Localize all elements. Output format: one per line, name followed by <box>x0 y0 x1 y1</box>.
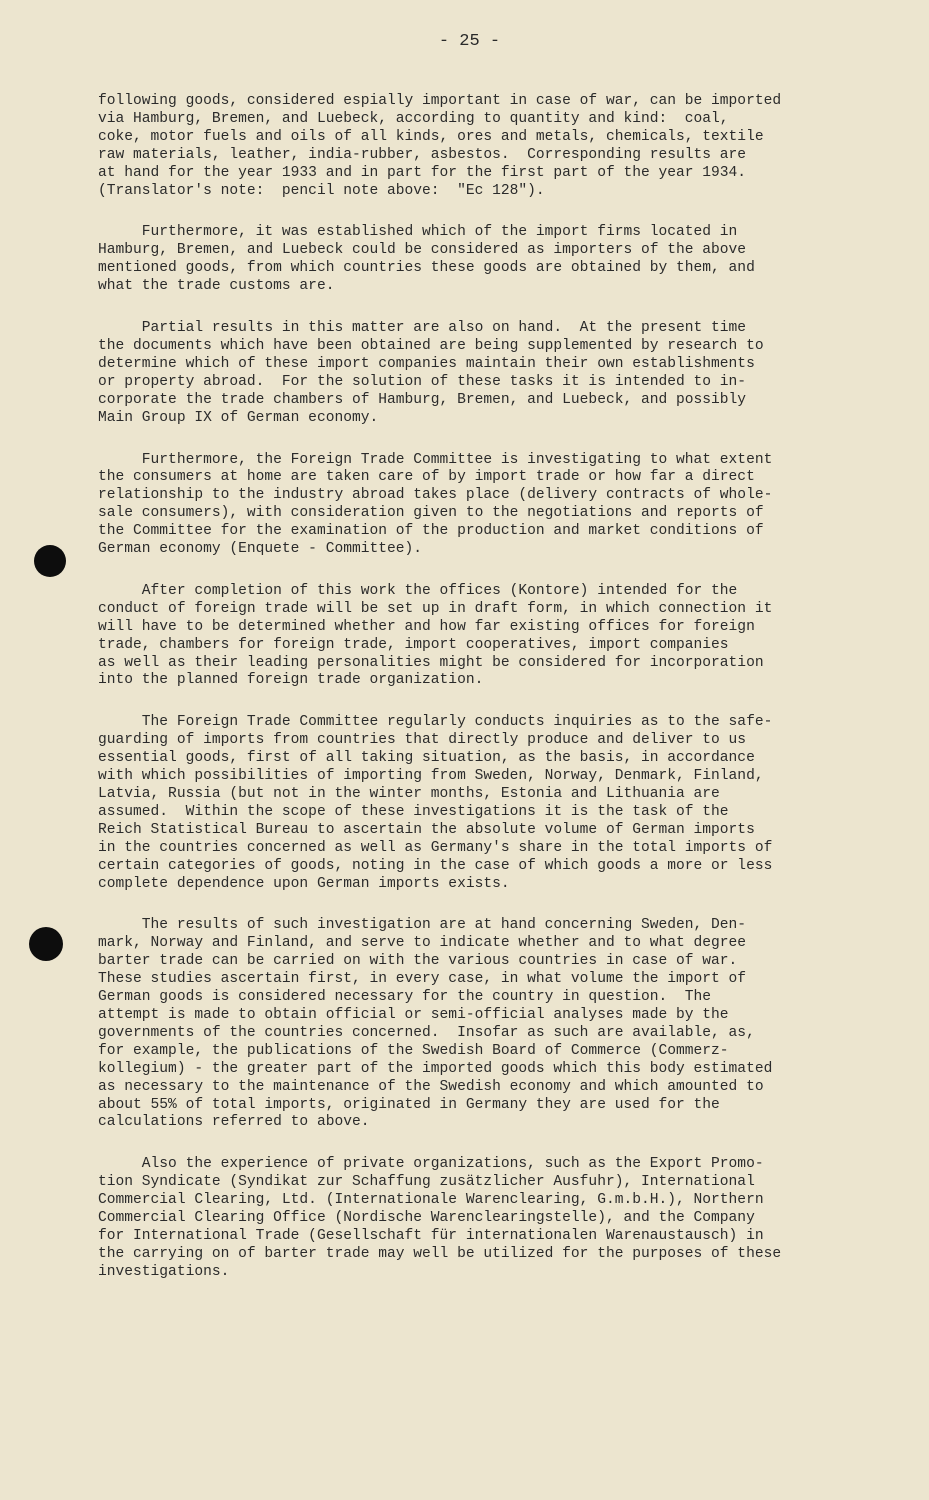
paragraph-1: following goods, considered espially important in case of war, can be imported via Hamburg, Bremen, and Luebeck, according to quantity and kind: coal, coke, motor fuels and oils of all kinds, ores and metals, chemicals, textile raw materials, leather, india-rubber, asbestos. Corresponding results are at hand for the year 1933 and in part for the first part of the year 1934. (Translator's note: pencil note above: "Ec 128"). <box>98 93 782 199</box>
paragraph-4: Furthermore, the Foreign Trade Committee is investigating to what extent the consumers at home are taken care of by import trade or how far a direct relationship to the industry abroad takes place (delivery contracts of whole- sale consumers), with consideration given to the negotiations and reports of the Committee for the examination of the production and market conditions of German economy (Enquete - Committee). <box>98 451 773 558</box>
paragraph-6: The Foreign Trade Committee regularly conducts inquiries as to the safe- guarding of imports from countries that directly produce and deliver to us essential goods, first of all taking situation, as the basis, in accordance with which possibilities of importing from Sweden, Norway, Denmark, Finland, Latvia, Russia (but not in the winter months, Estonia and Lithuania are assumed. Within the scope of these investigations it is the task of the Reich Statistical Bureau to ascertain the absolute volume of German imports in the countries concerned as well as Germany's share in the total imports of certain categories of goods, noting in the case of which goods a more or less complete dependence upon German imports exists. <box>98 714 773 892</box>
punch-hole-icon <box>34 545 66 577</box>
paragraph-5: After completion of this work the offices (Kontore) intended for the conduct of foreign trade will be set up in draft form, in which connection it will have to be determined whether and how far existing offices for foreign trade, chambers for foreign trade, import cooperatives, import companies as well as their leading personalities might be considered for incorporation into the planned foreign trade organization. <box>98 582 773 689</box>
paragraph-7: The results of such investigation are at hand concerning Sweden, Den- mark, Norway and Finland, and serve to indicate whether and to what degree barter trade can be carried on with the various countries in case of war. These studies ascertain first, in every case, in what volume the import of German goods is considered necessary for the country in question. The attempt is made to obtain official or semi-official analyses made by the governments of the countries concerned. Insofar as such are available, as, for example, the publications of the Swedish Board of Commerce (Commerz- kollegium) - the greater part of the imported goods which this body estimated as necessary to the maintenance of the Swedish economy and which amounted to about 55% of total imports, originated in Germany they are used for the calculations referred to above. <box>98 917 773 1131</box>
paragraph-8: Also the experience of private organizations, such as the Export Promo- tion Syndicate (Syndikat zur Schaffung zusätzlicher Ausfuhr), International Commercial Clearing, Ltd. (Internationale Warenclearing, G.m.b.H.), Northern Commercial Clearing Office (Nordische Warenclearingstelle), and the Company for International Trade (Gesellschaft für internationalen Warenaustausch) in the carrying on of barter trade may well be utilized for the purposes of these investigations. <box>98 1156 782 1280</box>
paragraph-2: Furthermore, it was established which of the import firms located in Hamburg, Bremen, and Luebeck could be considered as importers of the above mentioned goods, from which countries these goods are obtained by them, and what the trade customs are. <box>98 224 755 295</box>
paragraph-3: Partial results in this matter are also on hand. At the present time the documents which have been obtained are being supplemented by research to determine which of these import companies maintain their own establishments or property abroad. For the solution of these tasks it is intended to in- corporate the trade chambers of Hamburg, Bremen, and Luebeck, and possibly Main Group IX of German economy. <box>98 320 764 426</box>
page-number: - 25 - <box>438 32 501 51</box>
punch-hole-icon <box>29 927 63 961</box>
document-body <box>98 93 858 1306</box>
